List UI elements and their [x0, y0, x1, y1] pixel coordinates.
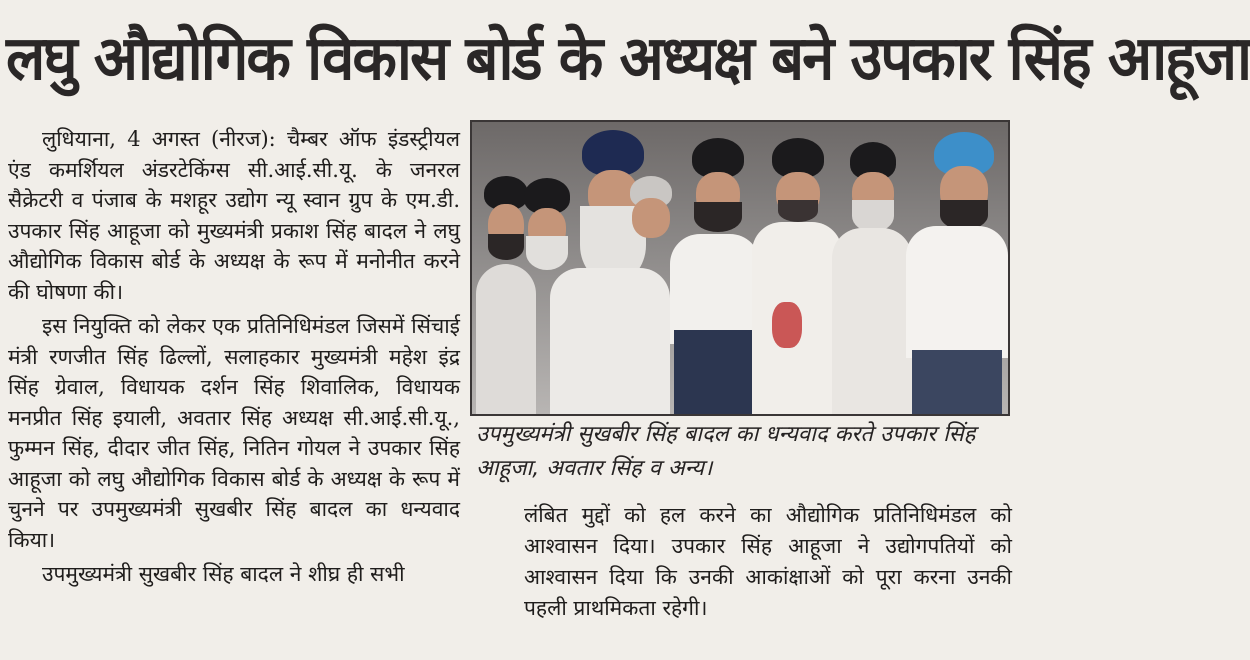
- person-garland: [832, 118, 912, 414]
- paragraph-2: इस नियुक्ति को लेकर एक प्रतिनिधिमंडल जिसमें सिंचाई मंत्री रणजीत सिंह ढिल्लों, सलाहकार मुख्यमंत्री महेश इंद्र सिंह ग्रेवाल, विधायक दर्शन सिंह शिवालिक, विधायक मनप्रीत सिंह इयाली, अवतार सिंह अध्यक्ष सी.आई.सी.यू., फुम्मन सिंह, दीदार जीत सिंह, नितिन गोयल ने उपकार सिंह आहूजा को लघु औद्योगिक विकास बोर्ड के अध्यक्ष के रूप में चुनने पर उपमुख्यमंत्री सुखबीर सिंह बादल का धन्यवाद किया।: [8, 314, 460, 552]
- person-sky-turban: [902, 118, 1008, 414]
- headline: लघु औद्योगिक विकास बोर्ड के अध्यक्ष बने उपकार सिंह आहूजा: [6, 22, 1250, 94]
- paragraph-3: उपमुख्यमंत्री सुखबीर सिंह बादल ने शीघ्र ही सभी: [42, 562, 405, 586]
- person-middle: [670, 118, 760, 414]
- news-photo: [470, 120, 1010, 416]
- paragraph-1: लुधियाना, 4 अगस्त (नीरज): चैम्बर ऑफ इंडस्ट्रीयल एंड कमर्शियल अंडरटेकिंग्स सी.आई.सी.यू. के जनरल सैक्रेटरी व पंजाब के मशहूर उद्योग न्यू स्वान ग्रुप के एम.डी. उपकार सिंह आहूजा को मुख्यमंत्री प्रकाश सिंह बादल ने लघु औद्योगिक विकास बोर्ड के अध्यक्ष के रूप में मनोनीत करने की घोषणा की।: [8, 127, 460, 304]
- photo-caption: उपमुख्यमंत्री सुखबीर सिंह बादल का धन्यवाद करते उपकार सिंह आहूजा, अवतार सिंह व अन्य।: [476, 422, 976, 481]
- article-column-right: [524, 500, 1012, 650]
- garland-red: [772, 302, 802, 348]
- article-column-left: [8, 124, 460, 654]
- paragraph-4: लंबित मुद्दों को हल करने का औद्योगिक प्रतिनिधिमंडल को आश्वासन दिया। उपकार सिंह आहूजा ने उद्योगपतियों को आश्वासन दिया कि उनकी आकांक्षाओं को पूरा करना उनकी पहली प्राथमिकता रहेगी।: [524, 503, 1012, 620]
- person-center-right: [752, 118, 842, 414]
